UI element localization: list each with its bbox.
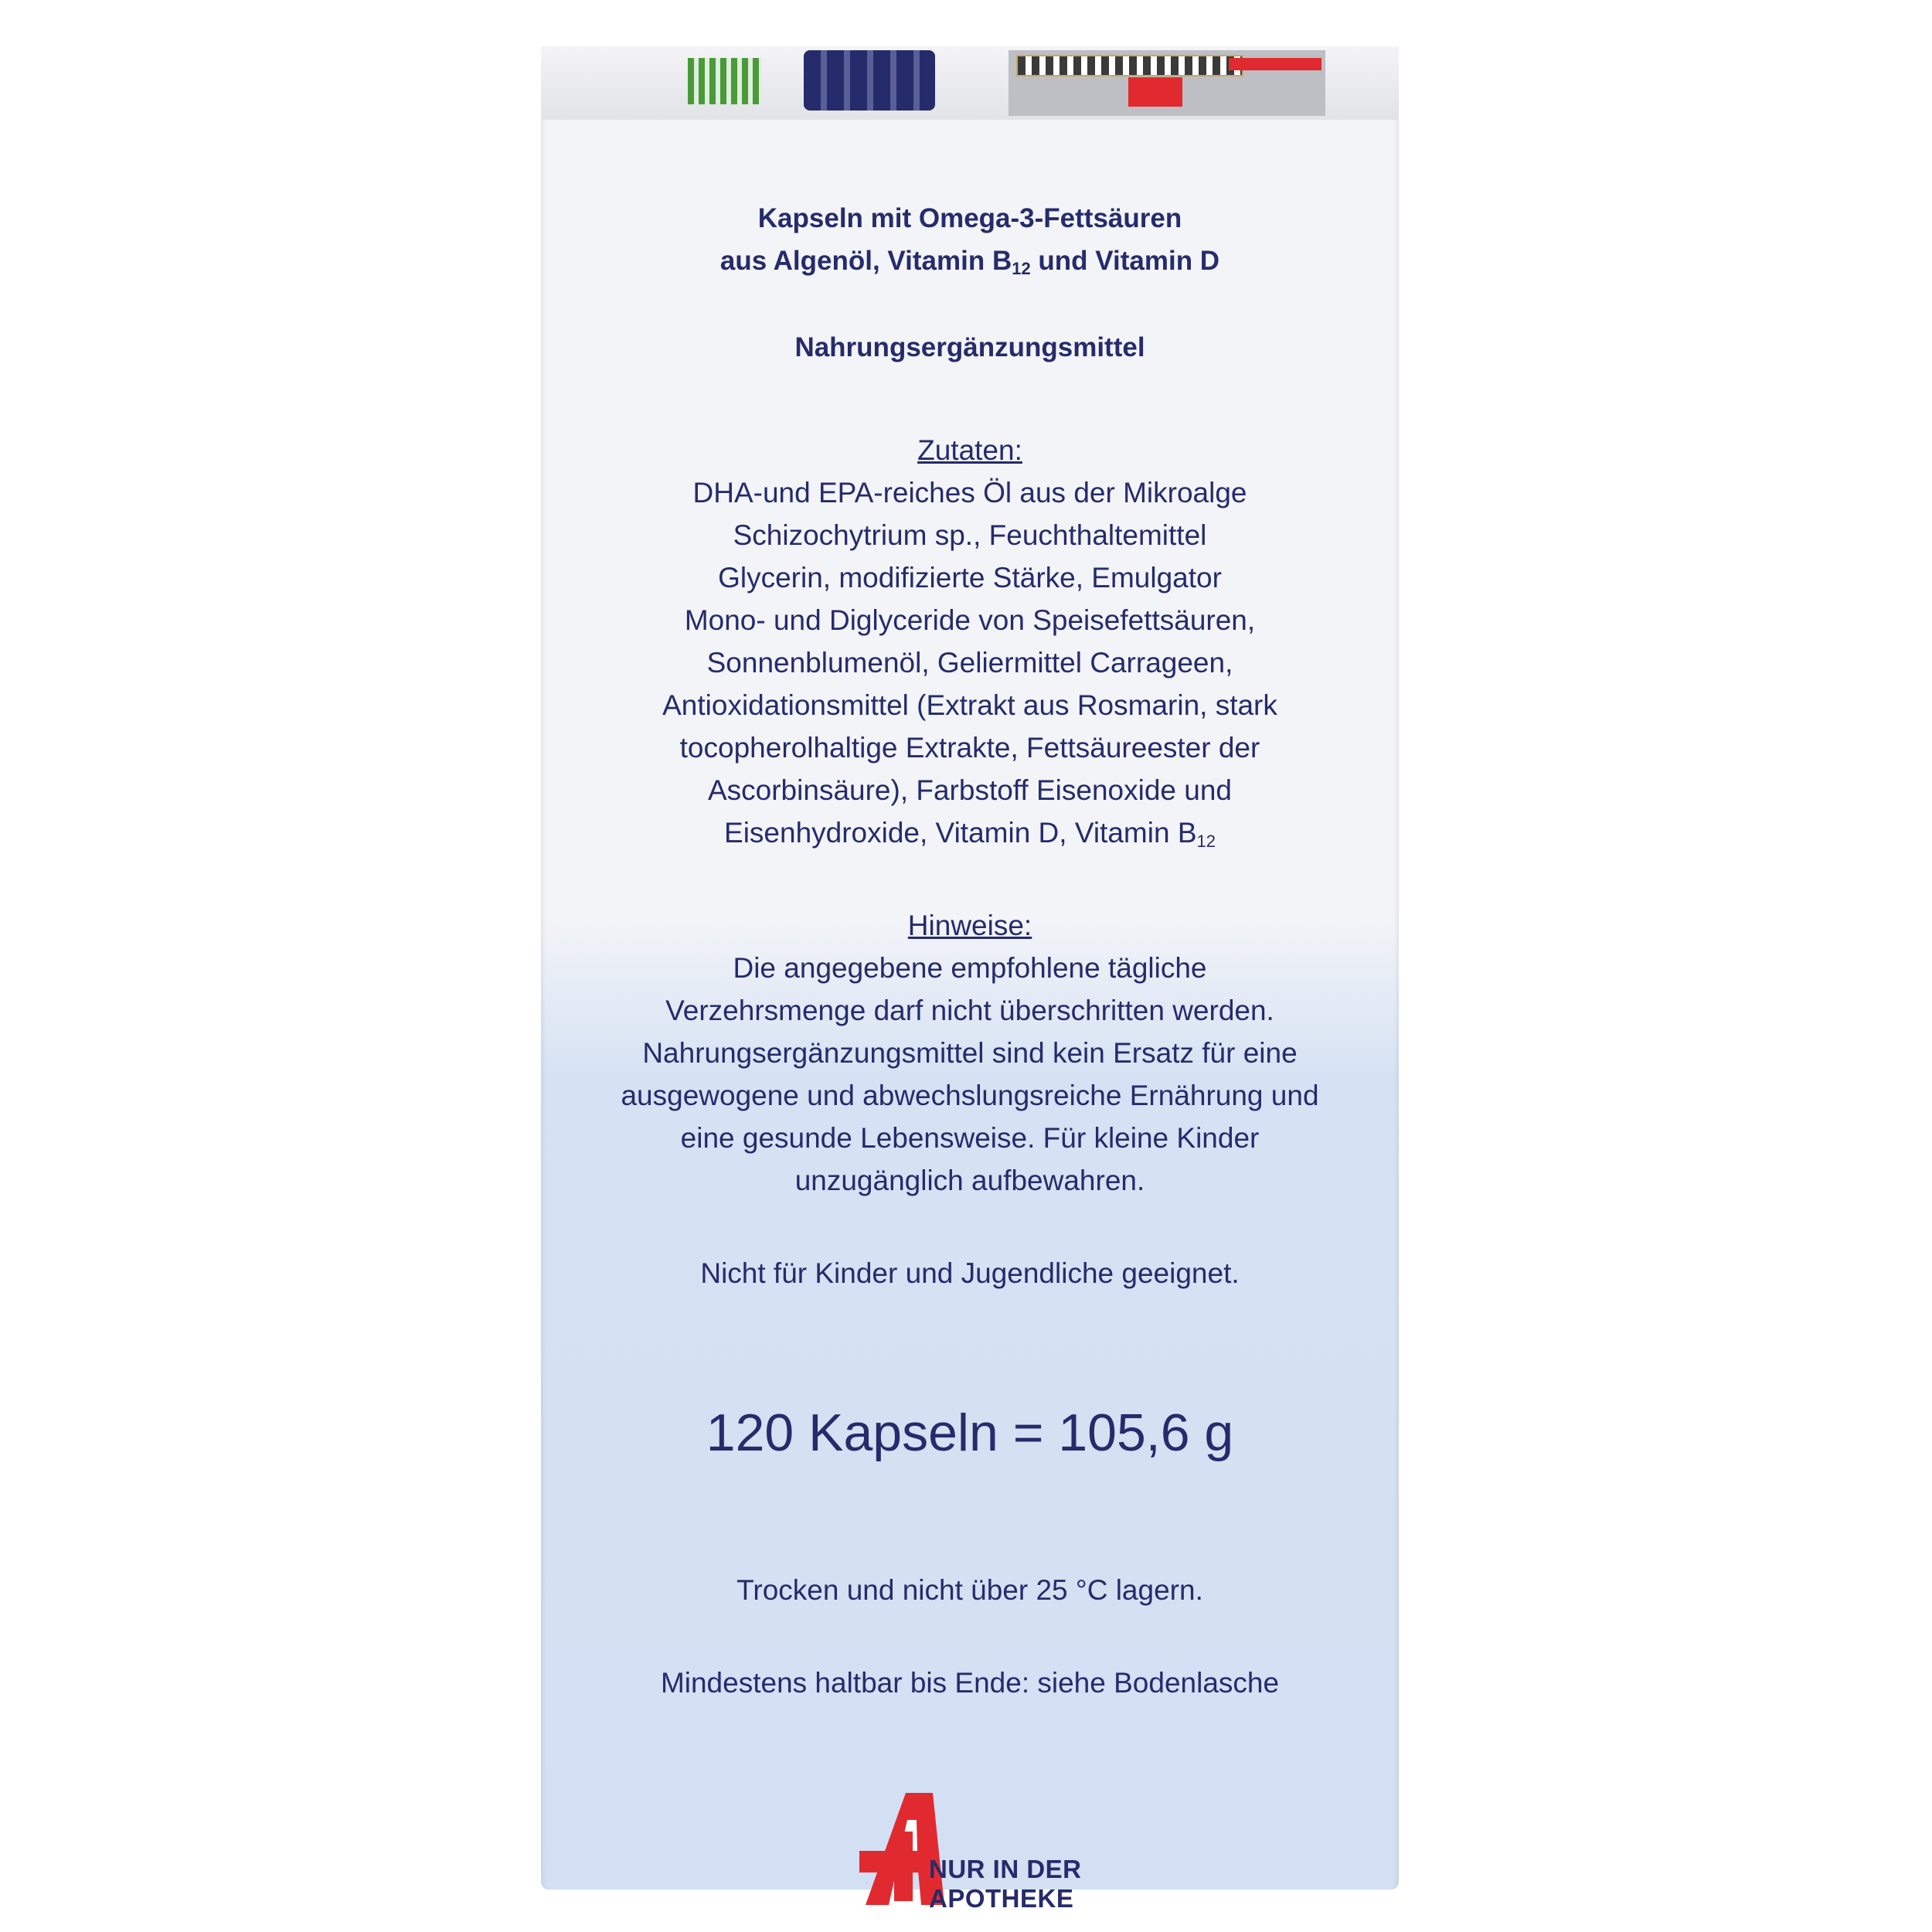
ingredients-line: DHA-und EPA-reiches Öl aus der Mikroalge xyxy=(692,477,1247,509)
box-top-flap xyxy=(541,46,1399,121)
hints-section xyxy=(541,904,1399,1202)
hints-line: Nahrungsergänzungsmittel sind kein Ersatz für eine xyxy=(642,1037,1298,1069)
storage-instructions: Trocken und nicht über 25 °C lagern. xyxy=(736,1574,1203,1606)
ingredients-line: Mono- und Diglyceride von Speisefettsäuren, xyxy=(684,604,1256,636)
top-flap-red-bar xyxy=(1229,58,1321,70)
ingredients-line-last xyxy=(541,811,1399,854)
best-before-note: Mindestens haltbar bis Ende: siehe Bodenlasche xyxy=(660,1667,1280,1699)
hints-line: Die angegebene empfohlene tägliche xyxy=(733,952,1207,984)
ingredients-line: Schizochytrium sp., Feuchthaltemittel xyxy=(733,519,1207,551)
logo-line-2: APOTHEKE xyxy=(929,1884,1074,1913)
apotheke-logo-text xyxy=(929,1855,1082,1913)
product-box xyxy=(541,46,1399,1913)
hints-line: ausgewogene und abwechslungsreiche Ernährung und xyxy=(621,1080,1319,1111)
top-flap-green-print xyxy=(688,58,761,104)
hints-line: eine gesunde Lebensweise. Für kleine Kinder xyxy=(680,1122,1260,1154)
hints-line: Verzehrsmenge darf nicht überschritten werden. xyxy=(665,995,1274,1026)
hints-heading: Hinweise: xyxy=(907,910,1032,941)
product-title xyxy=(541,197,1399,282)
ingredients-section xyxy=(541,429,1399,854)
top-flap-stripe xyxy=(1016,55,1243,77)
ingredients-line: Sonnenblumenöl, Geliermittel Carrageen, xyxy=(706,647,1233,679)
ingredients-last-prefix: Eisenhydroxide, Vitamin D, Vitamin B xyxy=(724,817,1197,849)
box-front-panel xyxy=(541,120,1399,1913)
ingredients-line: Glycerin, modifizierte Stärke, Emulgator xyxy=(718,562,1222,594)
top-flap-panel xyxy=(1009,50,1325,116)
ingredients-heading: Zutaten: xyxy=(917,434,1022,466)
title-line-2-prefix: aus Algenöl, Vitamin B xyxy=(719,246,1012,276)
title-line-1: Kapseln mit Omega-3-Fettsäuren xyxy=(757,203,1182,233)
top-flap-navy-print xyxy=(804,50,935,111)
title-line-2 xyxy=(541,240,1399,282)
title-line-2-suffix: und Vitamin D xyxy=(1030,246,1220,276)
product-category: Nahrungsergänzungsmittel xyxy=(794,332,1145,362)
ingredients-line: tocopherolhaltige Extrakte, Fettsäureester der xyxy=(679,732,1260,764)
package-quantity: 120 Kapseln = 105,6 g xyxy=(706,1403,1234,1462)
apotheke-logo xyxy=(859,1785,1114,1917)
top-flap-red-print xyxy=(597,62,635,93)
hints-line: unzugänglich aufbewahren. xyxy=(794,1165,1145,1196)
ingredients-line: Antioxidationsmittel (Extrakt aus Rosmarin, stark xyxy=(662,689,1277,721)
age-warning: Nicht für Kinder und Jugendliche geeignet. xyxy=(700,1257,1240,1289)
ingredients-last-sub: 12 xyxy=(1196,832,1216,851)
title-line-2-sub: 12 xyxy=(1012,259,1031,278)
logo-line-1: NUR IN DER xyxy=(929,1855,1082,1883)
top-flap-red-block xyxy=(1128,77,1182,107)
ingredients-line: Ascorbinsäure), Farbstoff Eisenoxide und xyxy=(707,774,1232,806)
